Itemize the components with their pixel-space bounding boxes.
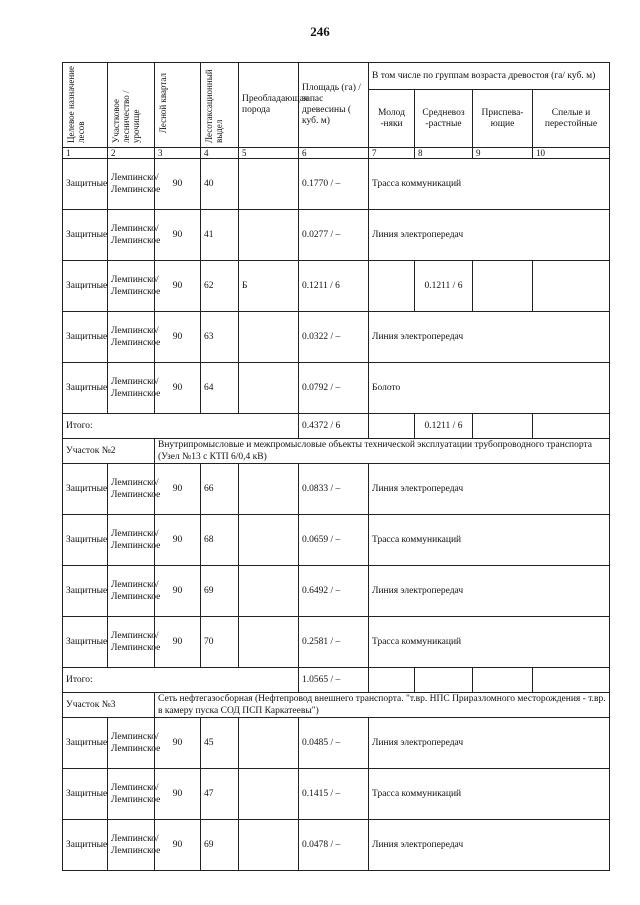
header-age-groups: В том числе по группам возраста древостоя (га/ куб. м) [369,63,610,90]
area-value: 0.0478 [302,839,329,850]
header-area: Площадь (га) / запас древесины ( куб. м) [299,63,369,148]
species-cell [239,617,299,668]
area-value: 0.1770 [302,178,329,189]
forestry-cell: Лемпинско/ Лемпинское [108,261,155,312]
column-number: 3 [155,148,201,159]
area-volume-cell: 0.2581 / – [299,617,369,668]
area-volume-cell: 0.0322 / – [299,312,369,363]
note-cell: Трасса коммуникаций [369,769,610,820]
forest-table [62,62,610,871]
area-volume-cell: 0.1770 / – [299,159,369,210]
note-cell: Линия электропередач [369,464,610,515]
section-title: Участок №2 [63,439,155,464]
column-number: 2 [108,148,155,159]
kvartal-cell: 90 [155,820,201,871]
table-row [63,820,610,871]
kvartal-cell: 90 [155,159,201,210]
header-premature: Приспева- ющие [473,90,533,148]
table-row [63,312,610,363]
total-area-value: 0.4372 [302,420,329,431]
middle-aged-cell: 0.1211 / 6 [415,261,473,312]
page-number: 246 [310,24,330,39]
species-cell [239,363,299,414]
forestry-cell: Лемпинско/ Лемпинское [108,820,155,871]
column-number: 9 [473,148,533,159]
section-description: Внутрипромысловые и межпромысловые объекты технической эксплуатации трубопроводного транспорта (Узел №13 с КТП 6/0,4 кВ) [155,439,610,464]
area-value: 0.0659 [302,534,329,545]
column-number: 5 [239,148,299,159]
table-row [63,718,610,769]
vydel-cell: 47 [201,769,239,820]
header-kvartal: Лесной квартал [155,63,201,148]
premature-cell [473,261,533,312]
volume-value: – [335,737,341,748]
area-volume-cell: 0.0659 / – [299,515,369,566]
area-value: 0.1415 [302,788,329,799]
purpose-cell: Защитные [63,769,108,820]
kvartal-cell: 90 [155,261,201,312]
kvartal-cell: 90 [155,769,201,820]
forestry-cell: Лемпинско/ Лемпинское [108,210,155,261]
species-cell [239,210,299,261]
vydel-cell: 45 [201,718,239,769]
volume-value: – [335,585,341,596]
vydel-cell: 40 [201,159,239,210]
volume-value: – [335,788,341,799]
forestry-cell: Лемпинско/ Лемпинское [108,566,155,617]
forestry-cell: Лемпинско/ Лемпинское [108,515,155,566]
forestry-cell: Лемпинско/ Лемпинское [108,464,155,515]
volume-value: 6 [335,280,340,291]
area-value: 0.6492 [302,585,329,596]
volume-value: – [335,229,341,240]
vydel-cell: 64 [201,363,239,414]
vydel-cell: 70 [201,617,239,668]
kvartal-cell: 90 [155,718,201,769]
purpose-cell: Защитные [63,464,108,515]
forestry-cell: Лемпинско/ Лемпинское [108,363,155,414]
area-volume-cell: 0.1211 / 6 [299,261,369,312]
header-purpose: Целевое назначение лесов [63,63,108,148]
kvartal-cell: 90 [155,363,201,414]
area-volume-cell: 0.0485 / – [299,718,369,769]
volume-value: – [335,178,341,189]
header-species: Преобладающая порода [239,63,299,148]
purpose-cell: Защитные [63,159,108,210]
vydel-cell: 69 [201,566,239,617]
total-area-volume-cell: 0.4372 / 6 [299,414,369,439]
species-cell [239,515,299,566]
forestry-cell: Лемпинско/ Лемпинское [108,718,155,769]
young-cell [369,261,415,312]
species-cell [239,820,299,871]
forestry-cell: Лемпинско/ Лемпинское [108,159,155,210]
volume-value: – [335,534,341,545]
kvartal-cell: 90 [155,210,201,261]
kvartal-cell: 90 [155,566,201,617]
area-value: 0.0277 [302,229,329,240]
volume-value: – [335,483,341,494]
area-volume-cell: 0.0478 / – [299,820,369,871]
purpose-cell: Защитные [63,210,108,261]
total-mature-cell [533,668,610,693]
species-cell: Б [239,261,299,312]
species-cell [239,159,299,210]
section-title: Участок №3 [63,693,155,718]
area-value: 0.0792 [302,382,329,393]
species-cell [239,566,299,617]
total-label: Итого: [63,414,299,439]
column-number: 4 [201,148,239,159]
species-cell [239,312,299,363]
total-label: Итого: [63,668,299,693]
total-row [63,668,610,693]
kvartal-cell: 90 [155,617,201,668]
note-cell: Линия электропередач [369,718,610,769]
total-premature-cell [473,668,533,693]
total-young-cell [369,414,415,439]
volume-value: – [335,382,341,393]
total-middle-aged-cell [415,668,473,693]
vydel-cell: 63 [201,312,239,363]
section-header-row [63,439,610,464]
table-body [63,159,610,871]
header-vydel: Лесотаксационный выдел [201,63,239,148]
purpose-cell: Защитные [63,617,108,668]
header-young: Молод -няки [369,90,415,148]
total-mature-cell [533,414,610,439]
area-value: 0.0485 [302,737,329,748]
purpose-cell: Защитные [63,820,108,871]
note-cell: Болото [369,363,610,414]
total-volume-value: – [335,674,341,685]
purpose-cell: Защитные [63,566,108,617]
area-volume-cell: 0.0792 / – [299,363,369,414]
area-value: 0.1211 [302,280,328,291]
note-cell: Линия электропередач [369,312,610,363]
table-row [63,515,610,566]
forestry-cell: Лемпинско/ Лемпинское [108,312,155,363]
vydel-cell: 66 [201,464,239,515]
note-cell: Трасса коммуникаций [369,515,610,566]
species-cell [239,718,299,769]
species-cell [239,464,299,515]
purpose-cell: Защитные [63,515,108,566]
column-number: 7 [369,148,415,159]
table-row [63,464,610,515]
column-number: 6 [299,148,369,159]
forestry-cell: Лемпинско/ Лемпинское [108,617,155,668]
purpose-cell: Защитные [63,363,108,414]
purpose-cell: Защитные [63,261,108,312]
area-volume-cell: 0.6492 / – [299,566,369,617]
table-row [63,566,610,617]
note-cell: Линия электропередач [369,820,610,871]
area-volume-cell: 0.0277 / – [299,210,369,261]
volume-value: – [335,839,341,850]
section-description: Сеть нефтегазосборная (Нефтепровод внешнего транспорта. "т.вр. НПС Приразломного месторождения - т.вр. в камеру пуска СОД ПСП Каркатеевы") [155,693,610,718]
area-value: 0.0322 [302,331,329,342]
total-area-volume-cell: 1.0565 / – [299,668,369,693]
table-row [63,159,610,210]
vydel-cell: 41 [201,210,239,261]
species-cell [239,769,299,820]
note-cell: Линия электропередач [369,566,610,617]
note-cell: Линия электропередач [369,210,610,261]
area-volume-cell: 0.1415 / – [299,769,369,820]
volume-value: – [335,331,341,342]
table-row [63,363,610,414]
volume-value: – [335,636,341,647]
note-cell: Трасса коммуникаций [369,159,610,210]
kvartal-cell: 90 [155,515,201,566]
total-area-value: 1.0565 [302,674,329,685]
column-number: 8 [415,148,473,159]
header-mature: Спелые и перестойные [533,90,610,148]
total-volume-value: 6 [335,420,341,431]
table-row [63,769,610,820]
total-middle-aged-cell: 0.1211 / 6 [415,414,473,439]
purpose-cell: Защитные [63,312,108,363]
kvartal-cell: 90 [155,464,201,515]
area-value: 0.2581 [302,636,329,647]
vydel-cell: 69 [201,820,239,871]
header-middle-aged: Средневоз -растные [415,90,473,148]
header-forestry: Участковое лесничество / урочище [108,63,155,148]
vydel-cell: 62 [201,261,239,312]
area-value: 0.0833 [302,483,329,494]
purpose-cell: Защитные [63,718,108,769]
column-number: 10 [533,148,610,159]
vydel-cell: 68 [201,515,239,566]
section-header-row [63,693,610,718]
total-young-cell [369,668,415,693]
kvartal-cell: 90 [155,312,201,363]
mature-cell [533,261,610,312]
note-cell: Трасса коммуникаций [369,617,610,668]
total-row [63,414,610,439]
column-number: 1 [63,148,108,159]
table-row [63,617,610,668]
column-numbers-row [63,148,610,159]
total-premature-cell [473,414,533,439]
table-row [63,210,610,261]
table-row [63,261,610,312]
area-volume-cell: 0.0833 / – [299,464,369,515]
forestry-cell: Лемпинско/ Лемпинское [108,769,155,820]
